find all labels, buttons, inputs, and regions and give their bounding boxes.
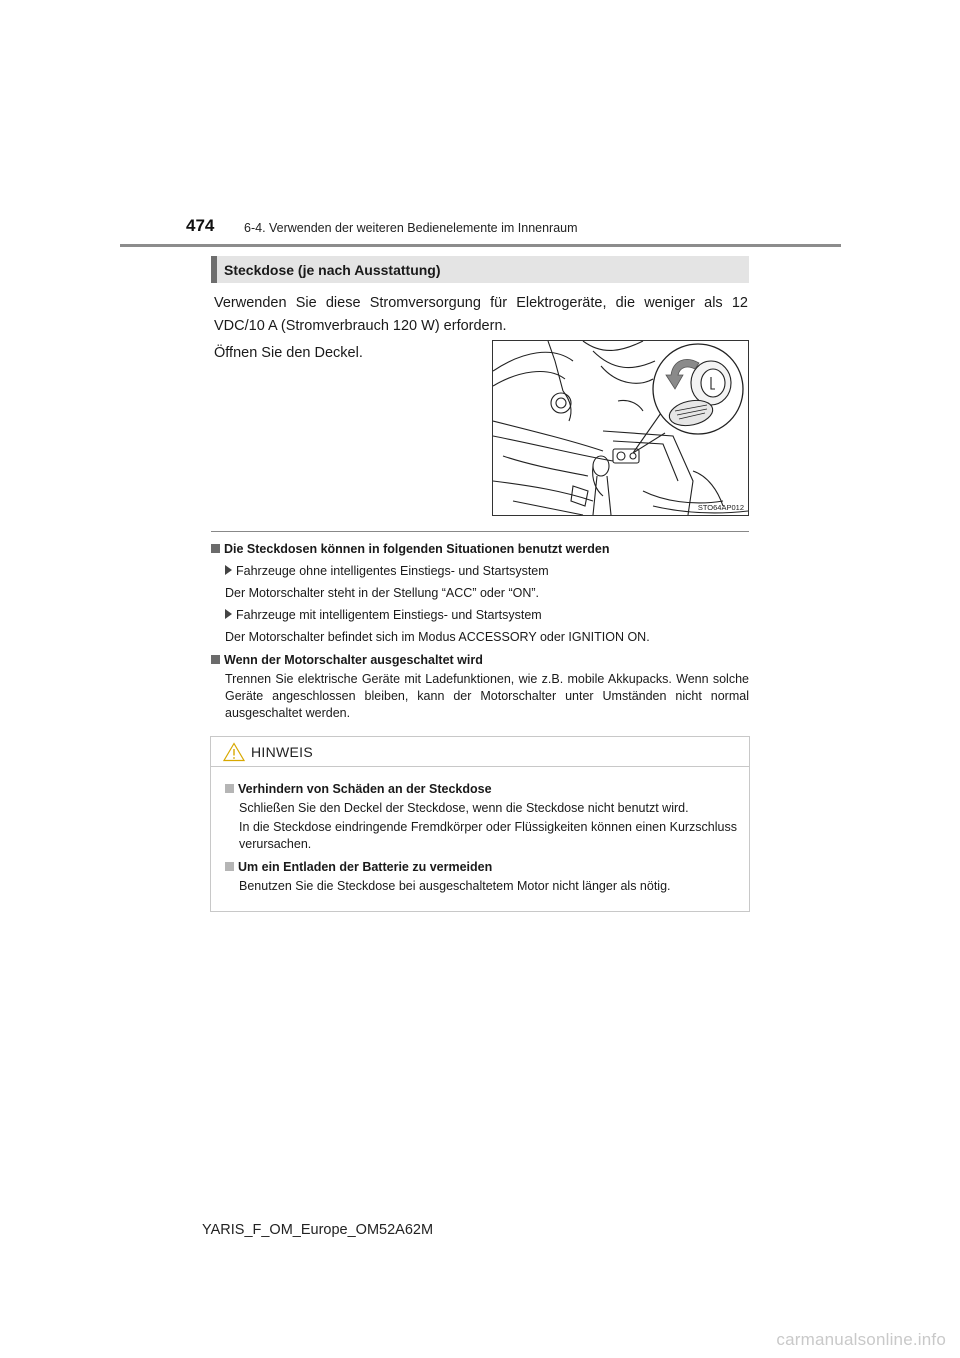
- note-text: Der Motorschalter steht in der Stellung “ACC” oder “ON”.: [225, 586, 539, 600]
- note-heading: [211, 652, 749, 669]
- sub-item-text: Fahrzeuge mit intelligentem Einstiegs- und Startsystem: [236, 608, 542, 622]
- dashboard-drawing: [493, 341, 748, 515]
- figure-code: STO64AP012: [697, 503, 744, 512]
- square-bullet-icon: [225, 784, 234, 793]
- heading-text: Steckdose (je nach Ausstattung): [224, 261, 441, 278]
- notice-heading: [225, 859, 737, 876]
- watermark: carmanualsonline.info: [776, 1330, 946, 1349]
- notice-title: Verhindern von Schäden an der Steckdose: [238, 782, 492, 796]
- notice-body: [211, 767, 749, 895]
- page-number: 474: [186, 216, 215, 235]
- triangle-bullet-icon: [225, 609, 232, 619]
- heading-accent: [211, 256, 217, 283]
- note-title: Die Steckdosen können in folgenden Situationen benutzt werden: [224, 542, 610, 556]
- section-heading: [211, 256, 749, 283]
- note-title: Wenn der Motorschalter ausgeschaltet wird: [224, 653, 483, 667]
- notice-title: Um ein Entladen der Batterie zu vermeiden: [238, 860, 493, 874]
- notice-heading: [225, 781, 737, 798]
- warning-triangle-icon: [223, 742, 245, 762]
- step-text: Öffnen Sie den Deckel.: [214, 345, 363, 361]
- header-rule: [120, 244, 841, 247]
- section-title: 6-4. Verwenden der weiteren Bedienelemente im Innenraum: [244, 221, 578, 235]
- square-bullet-icon: [211, 655, 220, 664]
- notice-text: Schließen Sie den Deckel der Steckdose, wenn die Steckdose nicht benutzt wird.: [239, 801, 689, 815]
- intro-paragraph: Verwenden Sie diese Stromversorgung für Elektrogeräte, die weniger als 12 VDC/10 A (Stromverbrauch 120 W) erfordern.: [214, 295, 748, 334]
- sub-item: [225, 607, 749, 624]
- notes-section: [211, 541, 749, 722]
- power-outlet-illustration: [492, 340, 749, 516]
- square-bullet-icon: [211, 544, 220, 553]
- sub-item-text: Fahrzeuge ohne intelligentes Einstiegs- und Startsystem: [236, 564, 549, 578]
- note-heading: [211, 541, 749, 558]
- notice-text: Benutzen Sie die Steckdose bei ausgeschaltetem Motor nicht länger als nötig.: [239, 879, 671, 893]
- notice-label: HINWEIS: [251, 743, 313, 760]
- triangle-bullet-icon: [225, 565, 232, 575]
- notice-text: In die Steckdose eindringende Fremdkörper oder Flüssigkeiten können einen Kurzschluss verursachen.: [239, 820, 737, 851]
- divider: [211, 531, 749, 532]
- note-text: Der Motorschalter befindet sich im Modus ACCESSORY oder IGNITION ON.: [225, 630, 650, 644]
- notice-header: [211, 737, 749, 767]
- note-text: Trennen Sie elektrische Geräte mit Ladefunktionen, wie z.B. mobile Akkupacks. Wenn solche Geräte angeschlossen bleiben, kann der Motorschalter unter Umständen nicht normal ausgeschaltet werden.: [225, 672, 749, 720]
- sub-item: [225, 563, 749, 580]
- model-code: YARIS_F_OM_Europe_OM52A62M: [202, 1222, 434, 1238]
- square-bullet-icon: [225, 862, 234, 871]
- notice-box: [210, 736, 750, 912]
